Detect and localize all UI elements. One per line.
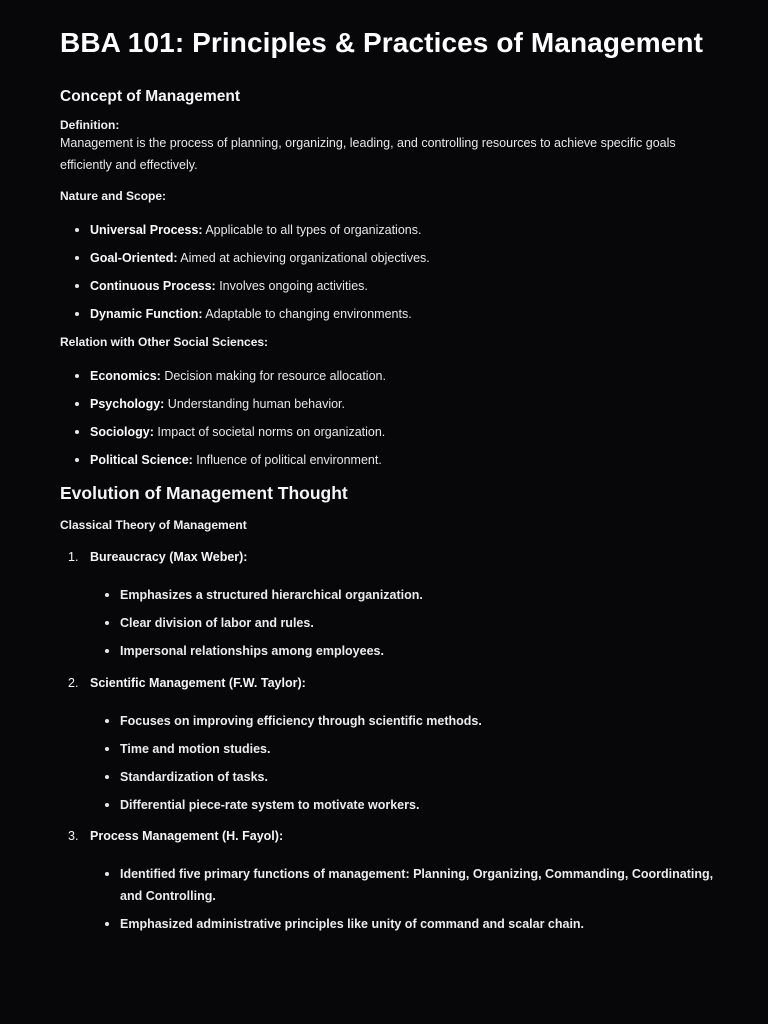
page-title: BBA 101: Principles & Practices of Management: [60, 27, 704, 58]
nature-list: [60, 219, 720, 331]
list-item: Focuses on improving efficiency through scientific methods.: [60, 710, 720, 738]
list-item: Psychology: Understanding human behavior.: [60, 393, 720, 421]
list-item: Emphasized administrative principles like unity of command and scalar chain.: [60, 913, 720, 941]
list-item: Identified five primary functions of management: Planning, Organizing, Commanding, Coordinating, and Controlling.: [60, 863, 720, 913]
list-item: Standardization of tasks.: [60, 766, 720, 794]
list-item: Sociology: Impact of societal norms on organization.: [60, 421, 720, 449]
theories-list: [60, 672, 720, 694]
theory-points: [60, 710, 720, 822]
theory-points: [60, 863, 720, 941]
list-item: Differential piece-rate system to motivate workers.: [60, 794, 720, 822]
list-item: Time and motion studies.: [60, 738, 720, 766]
list-item: Universal Process: Applicable to all types of organizations.: [60, 219, 720, 247]
list-item: Goal-Oriented: Aimed at achieving organizational objectives.: [60, 247, 720, 275]
list-item: Political Science: Influence of political environment.: [60, 449, 720, 477]
definition-label: Definition:: [60, 118, 120, 132]
theory-points: [60, 584, 720, 668]
relation-label: Relation with Other Social Sciences:: [60, 335, 269, 349]
list-item: Economics: Decision making for resource allocation.: [60, 365, 720, 393]
list-item: Emphasizes a structured hierarchical organization.: [60, 584, 720, 612]
section-heading-evolution: Evolution of Management Thought: [60, 483, 348, 503]
list-item: Dynamic Function: Adaptable to changing environments.: [60, 303, 720, 331]
document: [60, 27, 720, 941]
theories-list: [60, 825, 720, 847]
list-item: Continuous Process: Involves ongoing activities.: [60, 275, 720, 303]
list-item: Clear division of labor and rules.: [60, 612, 720, 640]
relation-list: [60, 365, 720, 477]
theory-item: 2. Scientific Management (F.W. Taylor):: [68, 676, 306, 690]
list-item: Impersonal relationships among employees.: [60, 640, 720, 668]
theory-item: 1. Bureaucracy (Max Weber):: [68, 550, 248, 564]
nature-label: Nature and Scope:: [60, 189, 167, 203]
classical-label: Classical Theory of Management: [60, 518, 247, 532]
section-heading-concept: Concept of Management: [60, 88, 240, 105]
definition-text: Management is the process of planning, organizing, leading, and controlling resources to achieve specific goals efficiently and effectively.: [60, 136, 676, 172]
theory-item: 3. Process Management (H. Fayol):: [68, 829, 284, 843]
theories-list: [60, 546, 720, 568]
